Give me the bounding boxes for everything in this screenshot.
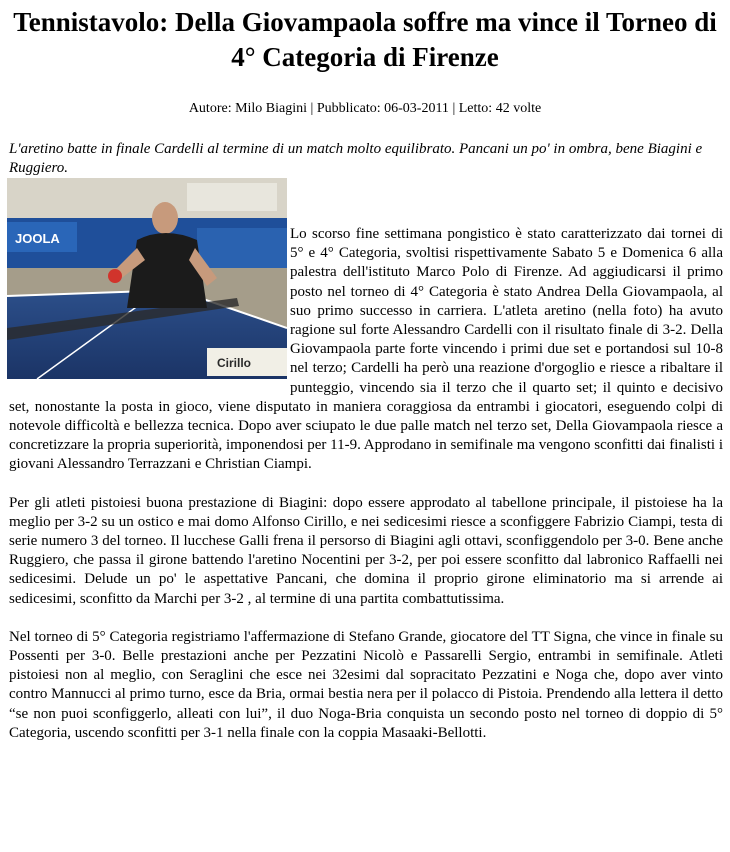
table-tennis-photo [7,178,287,379]
author-label: Autore: [188,101,232,116]
article-page [0,5,730,743]
published-label: Pubblicato: [316,101,381,116]
article-photo [7,178,287,379]
sign-text: Cirillo [217,356,252,370]
reads-count: 42 volte [495,101,542,116]
article-paragraph: Per gli atleti pistoiesi buona prestazione di Biagini: dopo essere approdato al tabellone principale, il pistoiese ha la meglio per 3-2 su un ostico e mai domo Alfonso Cirillo, e nei sedicesimi riesce a sconfiggere Fabrizio Ciampi, testa di serie numero 3 del torneo. Il lucchese Galli frena il persorso di Biagini agli ottavi, sconfiggendolo per 3-0. Bene anche Ruggiero, che passa il girone battendo l'aretino Nocentini per 3-2, per poi essere sconfitto dal labronico Raffaelli nei sedicesimi. Delude un po' le aspettative Pancani, che domina il proprio girone eliminatorio ma si arrende ai sedicesimi, sconfitto da Marchi per 3-2 , al termine di una partita combattutissima. [9,494,723,607]
article-paragraph: Nel torneo di 5° Categoria registriamo l'affermazione di Stefano Grande, giocatore del TT Signa, che vince in finale su Possenti per 3-0. Belle prestazioni anche per Pezzatini Nicolò e Passarelli Sergio, entrambi in semifinale. Atleti pistoiesi non al meglio, con Seraglini che esce nei 32esimi dal sopracitato Pezzatini e Noga che, dopo aver vinto contro Mannucci al primo turno, esce da Bria, ormai bestia nera per il polacco di Pistoia. Prendendo alla lettera il detto “se non puoi sconfiggerlo, alleati con lui”, il duo Noga-Bria conquista un secondo posto nel torneo di doppio di 5° Categoria, uscendo sconfitti per 3-1 nella finale con la coppia Masaaki-Bellotti. [9,628,723,741]
article-paragraph: Lo scorso fine settimana pongistico è stato caratterizzato dai tornei di 5° e 4° Categoria, svoltisi rispettivamente Sabato 5 e Domenica 6 alla palestra dell'istituto Marco Polo di Firenze. Ad aggiudicarsi il primo posto nel torneo di 4° Categoria è stato Andrea Della Giovampaola, al suo primo successo in carriera. L'atleta aretino (nella foto) ha avuto ragione sul forte Alessandro Cardelli con il risultato finale di 3-2. Della Giovampaola parte forte vincendo i primi due set e portandosi sul 10-8 nel terzo; Cardelli ha però una reazione d'orgoglio e riesce a ribaltare il punteggio, vincendo sia il terzo che il quarto set; il quinto e decisivo set, nonostante la posta in gioco, viene disputato in maniera coraggiosa da entrambi i giocatori, eseguendo colpi di notevole difficoltà e bellezza tecnica. Dopo aver sciupato le due palle match nel terzo set, Della Giovampaola riesce a concretizzare la propria superiorità, imponendosi per 11-9. Approdano in semifinale ma vengono sconfitti dai finalisti i giovani Alessandro Terrazzani e Christian Ciampi. [9,226,723,473]
reads-label: Letto: [458,101,493,116]
published-date: 06-03-2011 [384,101,449,116]
article-title: Tennistavolo: Della Giovampaola soffre ma vince il Torneo di 4° Categoria di Firenze [13,7,717,72]
meta-separator: | [310,101,314,116]
author-name: Milo Biagini [235,101,308,116]
meta-separator: | [452,101,456,116]
article-lead: L'aretino batte in finale Cardelli al termine di un match molto equilibrato. Pancani un po' in ombra, bene Biagini e Ruggiero. [9,141,703,176]
article-meta [7,100,723,118]
article-body [9,178,723,743]
banner-text: JOOLA [15,231,60,246]
